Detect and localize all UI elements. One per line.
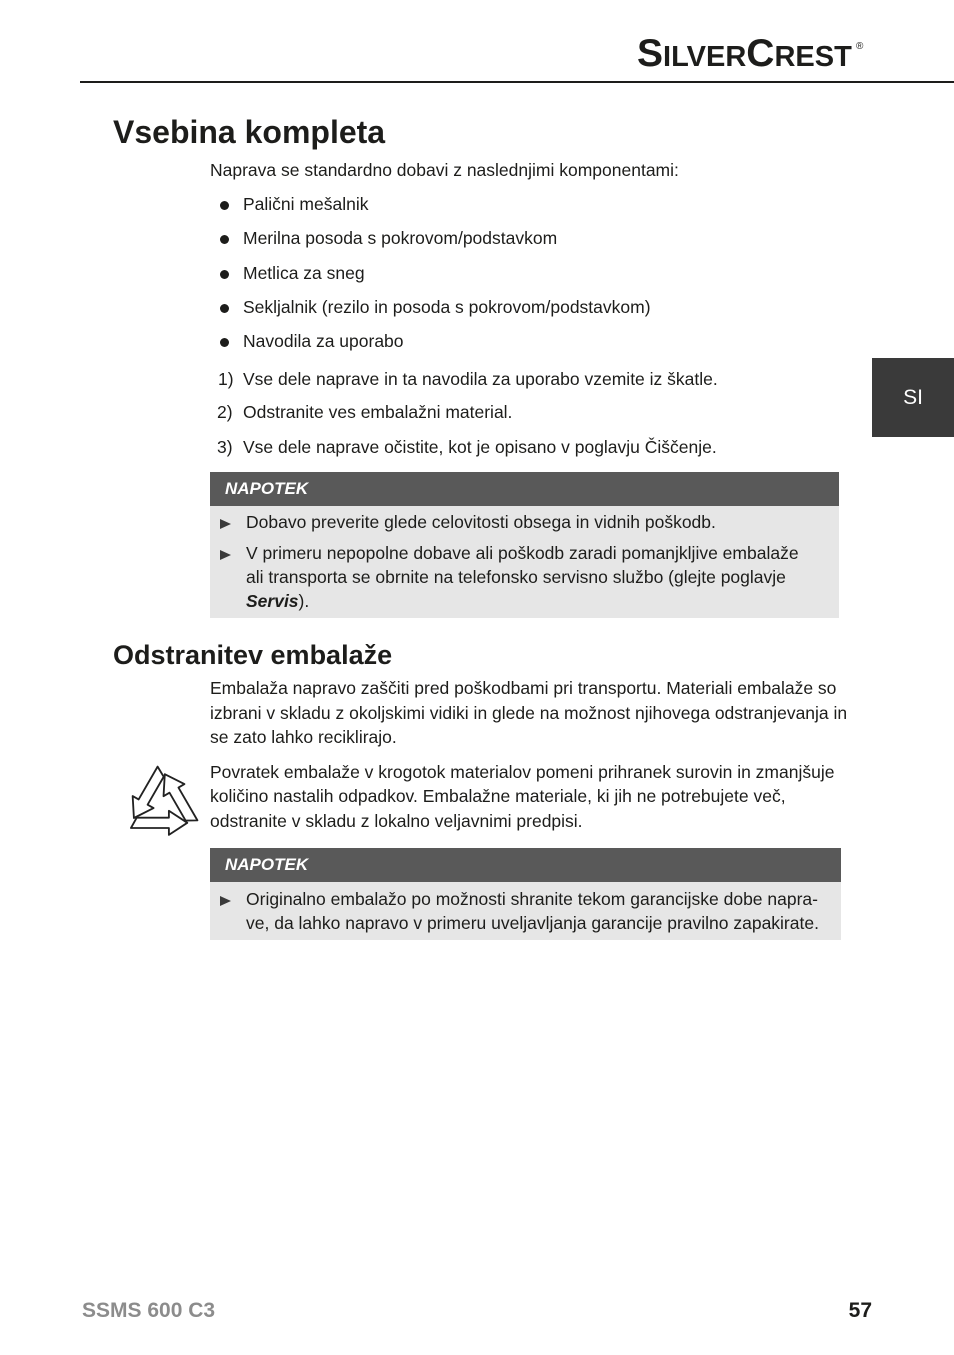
arrow-marker-icon — [220, 550, 231, 560]
step-text: Vse dele naprave in ta navodila za uporabo vzemite iz škatle. — [243, 369, 718, 389]
logo-letters-ilver: ILVER — [663, 41, 747, 73]
language-tab — [872, 358, 954, 437]
note-header — [210, 472, 839, 506]
note-item-line: V primeru nepopolne dobave ali poškodb zaradi pomanjkljive embalaže — [246, 543, 799, 563]
note-title: NAPOTEK — [225, 855, 309, 874]
list-item: Sekljalnik (rezilo in posoda s pokrovom/podstavkom) — [243, 297, 651, 317]
logo-letters-rest: REST — [774, 41, 852, 73]
paragraph-line: izbrani v skladu z okoljskimi vidiki in glede na možnost njihovega odstranjevanja in — [210, 703, 848, 723]
header-rule — [80, 81, 954, 83]
logo-letter-s: S — [637, 32, 664, 75]
list-item: Metlica za sneg — [243, 263, 365, 283]
note-header — [210, 848, 841, 882]
chapter-reference: Servis — [246, 591, 299, 611]
list-item: Merilna posoda s pokrovom/podstavkom — [243, 228, 558, 248]
logo-letter-c: C — [746, 32, 775, 75]
note-box-packaging — [210, 848, 841, 940]
registered-mark: ® — [856, 41, 864, 52]
step-number: 1) — [218, 369, 234, 389]
note-title: NAPOTEK — [225, 479, 309, 498]
note-item-line: ali transporta se obrnite na telefonsko servisno službo (glejte poglavje — [246, 567, 786, 587]
page-number: 57 — [848, 1299, 872, 1322]
note-item-line: ve, da lahko napravo v primeru uveljavljanja garancije pravilno zapakirate. — [246, 913, 819, 933]
bullet-icon — [220, 338, 229, 347]
bullet-icon — [220, 270, 229, 279]
step-number: 2) — [217, 402, 233, 422]
step-text: Odstranite ves embalažni material. — [243, 402, 513, 422]
arrow-marker-icon — [220, 519, 231, 529]
section-title-contents: Vsebina kompleta — [113, 114, 386, 150]
bullet-icon — [220, 201, 229, 210]
paragraph-line: se zato lahko reciklirajo. — [210, 727, 397, 747]
note-box-delivery — [210, 472, 839, 618]
bullet-icon — [220, 235, 229, 244]
paragraph-line: odstranite v skladu z lokalno veljavnimi predpisi. — [210, 811, 583, 831]
step-number: 3) — [217, 437, 233, 457]
recycle-icon — [120, 764, 204, 840]
footer-model-number: SSMS 600 C3 — [82, 1299, 216, 1322]
list-item: Navodila za uporabo — [243, 331, 404, 351]
note-item-line — [246, 589, 309, 613]
language-tab-label: SI — [903, 385, 923, 409]
bullet-icon — [220, 304, 229, 313]
note-item-end: ). — [298, 591, 310, 611]
paragraph-line: Povratek embalaže v krogotok materialov pomeni prihranek surovin in zmanjšuje — [210, 762, 835, 782]
section-title-packaging: Odstranitev embalaže — [113, 640, 393, 670]
paragraph-line: količino nastalih odpadkov. Embalažne materiale, ki jih ne potrebujete več, — [210, 786, 786, 806]
paragraph-line: Embalaža napravo zaščiti pred poškodbami pri transportu. Materiali embalaže so — [210, 678, 837, 698]
arrow-marker-icon — [220, 896, 231, 906]
list-item: Palični mešalnik — [243, 194, 369, 214]
step-text: Vse dele naprave očistite, kot je opisano v poglavju Čiščenje. — [243, 437, 717, 457]
intro-text: Naprava se standardno dobavi z naslednjimi komponentami: — [210, 160, 679, 180]
note-item-line: Originalno embalažo po možnosti shranite tekom garancijske dobe napra- — [246, 889, 818, 909]
note-item: Dobavo preverite glede celovitosti obsega in vidnih poškodb. — [246, 512, 716, 532]
brand-logo — [637, 34, 852, 74]
